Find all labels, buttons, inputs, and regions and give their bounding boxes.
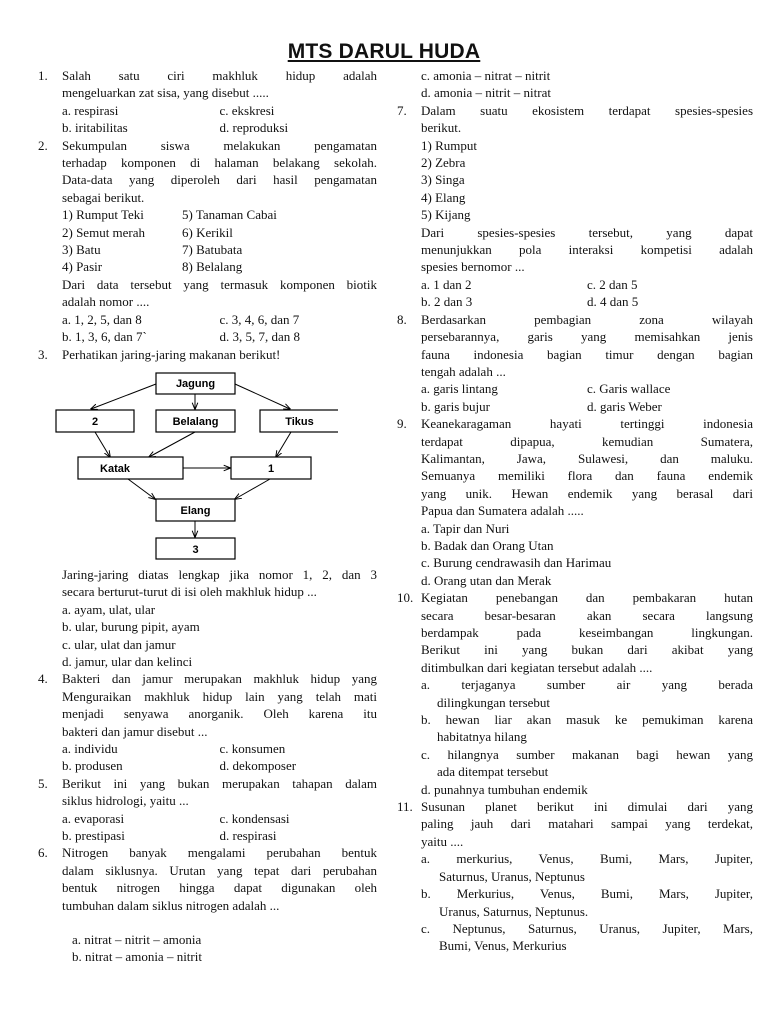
question-3 [38,346,377,363]
question-3-continued [38,566,377,670]
option-a[interactable]: a. garis lintang [421,381,498,397]
list-item: 3) Singa [421,172,465,188]
option-text: b. Merkurius, Venus, Bumi, Mars, Jupiter, [421,886,753,902]
arrow-jagung-2 [91,384,156,409]
question-text: Semuanya memiliki flora dan fauna endemik [421,468,753,484]
option-a[interactable]: a. respirasi [62,102,119,118]
node-katak-box [78,457,183,479]
question-8 [397,311,753,415]
option-c[interactable]: c. Burung cendrawasih dan Harimau [421,555,612,571]
question-9 [397,415,753,589]
option-d[interactable] [421,781,753,798]
question-text: secara besar-besaran akan secara langsung [421,607,753,623]
question-text: Sekumpulan siswa melakukan pengamatan [62,137,377,153]
question-text: Nitrogen banyak mengalami perubahan bentuk [62,845,377,861]
option-a[interactable]: a. 1, 2, 5, dan 8 [62,311,142,327]
question-text: Jaring-jaring diatas lengkap jika nomor 1, 2, dan 3 [62,566,377,582]
question-text: Dalam suatu ekosistem terdapat spesies-spesies [421,102,753,118]
option-c[interactable]: c. kondensasi [219,810,290,826]
option-a[interactable]: a. evaporasi [62,810,125,826]
option-d[interactable]: d. 3, 5, 7, dan 8 [219,329,301,345]
option-text: d. punahnya tumbuhan endemik [421,781,588,797]
option-d[interactable]: d. 4 dan 5 [587,294,639,310]
option-a[interactable]: a. nitrat – nitrit – amonia [72,932,202,948]
question-text: Salah satu ciri makhluk hidup adalah [62,68,377,83]
question-text: terhadap komponen di halaman belakang sekolah. [62,155,377,171]
option-b[interactable] [421,711,753,746]
question-number: 4. [38,671,48,687]
question-number: 7. [397,102,407,118]
arrow-katak-elang [128,479,155,499]
question-text: mengeluarkan zat sisa, yang disebut ..... [62,85,269,101]
list-item: 2) Semut merah [62,224,146,240]
option-c[interactable]: c. konsumen [219,740,286,756]
question-text: paling jauh dari matahari sampai yang terdekat, [421,816,753,832]
option-b[interactable]: b. 2 dan 3 [421,294,473,310]
option-c[interactable]: c. 2 dan 5 [587,276,638,292]
option-c[interactable]: c. Garis wallace [587,381,671,397]
question-text: yaitu .... [421,833,464,849]
question-text: Susunan planet berikut ini dimulai dari yang [421,799,753,815]
option-a[interactable]: a. 1 dan 2 [421,276,472,292]
left-column [38,67,377,966]
option-text: a. terjaganya sumber air yang berada [421,677,753,693]
option-c[interactable]: c. 3, 4, 6, dan 7 [219,311,300,327]
arrow-jagung-tikus [235,384,290,409]
question-text: menjadi senyawa anorganik. Oleh karena itu [62,706,377,722]
question-text: Dari data tersebut yang termasuk komponen biotik [62,276,377,292]
option-text: c. Neptunus, Saturnus, Uranus, Jupiter, Mars, [421,920,753,936]
question-text: tengah adalah ... [421,363,506,379]
question-text: Kegiatan penebangan dan pembakaran hutan [421,590,753,606]
question-text: persebarannya, garis yang memisahkan jenis [421,329,753,345]
question-text: tumbuhan dalam siklus nitrogen adalah ... [62,897,280,913]
option-text: Saturnus, Uranus, Neptunus [439,868,585,884]
food-web-diagram [38,365,338,560]
node-elang-label: Elang [180,504,211,517]
answer-options [62,102,377,137]
question-number: 2. [38,137,48,153]
question-text: Kalimantan, Jawa, Sulawesi, dan maluku. [421,450,753,466]
list-item: 6) Kerikil [182,224,233,240]
question-text: Bakteri dan jamur merupakan makhluk hidup yang [62,671,377,687]
node-3-label: 3 [192,543,199,556]
option-d[interactable]: d. jamur, ular dan kelinci [62,653,193,669]
question-number: 8. [397,311,407,327]
question-text: bakteri dan jamur disebut ... [62,723,208,739]
option-b[interactable] [421,885,753,920]
option-text: ada ditempat tersebut [437,764,549,780]
node-katak-label: Katak [100,462,130,475]
option-b[interactable]: b. Badak dan Orang Utan [421,537,554,553]
option-d[interactable]: d. respirasi [219,828,277,843]
list-item: 4) Elang [421,189,466,205]
option-b[interactable]: b. nitrat – amonia – nitrit [72,949,202,965]
question-text: secara berturut-turut di isi oleh makhluk hidup ... [62,584,317,600]
question-4 [38,670,377,774]
question-number: 3. [38,346,48,362]
question-text: menunjukkan pola interaksi kompetisi adalah [421,242,753,258]
list-item: 4) Pasir [62,259,103,275]
question-text: yang unik. Hewan endemik yang berasal dari [421,485,753,501]
node-tikus-label: Tikus [285,415,314,428]
option-text: habitatnya hilang [437,729,527,745]
question-10 [397,589,753,798]
option-c[interactable]: c. ekskresi [219,102,275,118]
option-b[interactable]: b. 1, 3, 6, dan 7` [62,329,147,345]
option-d[interactable]: d. garis Weber [587,398,662,414]
option-b[interactable]: b. iritabilitas [62,120,128,136]
question-text: Menguraikan makhluk hidup lain yang telah mati [62,688,377,704]
option-text: Bumi, Venus, Merkurius [439,938,567,954]
question-text: fauna indonesia bagian timur dengan bagian [421,346,753,362]
question-text: berikut. [421,120,462,136]
answer-options [62,311,377,346]
answer-options [62,810,377,845]
option-a[interactable] [421,676,753,711]
question-text: dalam siklusnya. Urutan yang tepat dari perubahan [62,862,377,878]
question-text: spesies bernomor ... [421,259,525,275]
question-text: Perhatikan jaring-jaring makanan berikut! [62,346,281,362]
question-5 [38,775,377,845]
option-c[interactable] [421,920,753,955]
node-jagung-label: Jagung [175,377,216,390]
list-item: 5) Tanaman Cabai [182,207,277,223]
question-number: 9. [397,416,407,432]
option-c[interactable] [421,746,753,781]
right-column [397,67,753,955]
question-text: Data-data yang diperoleh dari hasil pengamatan [62,172,377,188]
list-item: 8) Belalang [182,259,243,275]
option-b[interactable]: b. prestipasi [62,828,125,843]
option-a[interactable]: a. ayam, ulat, ular [62,601,156,617]
question-text: adalah nomor .... [62,294,150,310]
question-7 [397,102,753,311]
node-1-label: 1 [267,462,275,475]
answer-options [421,276,753,311]
option-text: a. merkurius, Venus, Bumi, Mars, Jupiter, [421,851,753,867]
question-text: siklus hidrologi, yaitu ... [62,793,189,809]
question-text: Berdasarkan pembagian zona wilayah [421,311,753,327]
option-a[interactable]: a. individu [62,740,118,756]
question-text: Keanekaragaman hayati tertinggi indonesia [421,416,753,432]
answer-options [421,380,753,415]
question-number: 5. [38,775,48,791]
question-11 [397,798,753,955]
option-c[interactable]: c. ular, ulat dan jamur [62,636,176,652]
option-d[interactable]: d. amonia – nitrit – nitrat [421,85,551,101]
question-6 [38,844,377,965]
arrow-belalang-katak [149,432,195,457]
list-item: 5) Kijang [421,207,471,223]
arrow-tikus-1 [276,432,291,457]
option-text: c. hilangnya sumber makanan bagi hewan yang [421,746,753,762]
question-text: sebagai berikut. [62,189,145,205]
question-text: Papua dan Sumatera adalah ..... [421,503,584,519]
question-text: bentuk nitrogen hingga dapat digunakan oleh [62,880,377,896]
question-1 [38,67,377,137]
question-2 [38,137,377,346]
question-text: ditimbulkan dari kegiatan tersebut adalah .... [421,659,653,675]
arrow-1-elang [235,479,270,499]
option-b[interactable]: b. ular, burung pipit, ayam [62,619,200,635]
question-text: Berikut ini yang bukan merupakan tahapan dalam [62,775,377,791]
question-number: 6. [38,845,48,861]
option-d[interactable]: d. Orang utan dan Merak [421,572,552,588]
question-text: berdampak pada keseimbangan lingkungan. [421,625,753,640]
option-d[interactable]: d. reproduksi [219,120,289,136]
option-text: Uranus, Saturnus, Neptunus. [439,903,589,919]
option-b[interactable]: b. produsen [62,758,123,774]
list-item: 3) Batu [62,242,101,258]
option-b[interactable]: b. garis bujur [421,398,490,414]
question-6-continued [397,67,753,102]
question-number: 1. [38,68,48,83]
page-title: MTS DARUL HUDA [287,40,481,63]
answer-options [62,740,377,775]
node-belalang-label: Belalang [172,415,219,428]
question-text: Dari spesies-spesies tersebut, yang dapat [421,224,753,240]
question-number: 11. [397,799,413,815]
option-c[interactable]: c. amonia – nitrat – nitrit [421,68,551,83]
node-2-label: 2 [91,415,99,428]
option-a[interactable]: a. Tapir dan Nuri [421,520,510,536]
question-number: 10. [397,590,414,606]
component-list [62,206,377,276]
option-text: dilingkungan tersebut [437,694,551,710]
option-d[interactable]: d. dekomposer [219,758,297,774]
arrow-2-katak [95,432,110,457]
option-a[interactable] [421,850,753,885]
question-text: terdapat dipapua, kemudian Sumatera, [421,433,753,449]
list-item: 1) Rumput [421,137,477,153]
question-text: Berikut ini yang bukan dari akibat yang [421,642,753,658]
list-item: 1) Rumput Teki [62,207,144,223]
list-item: 2) Zebra [421,155,466,171]
option-text: b. hewan liar akan masuk ke pemukiman karena [421,712,753,728]
list-item: 7) Batubata [182,242,243,258]
